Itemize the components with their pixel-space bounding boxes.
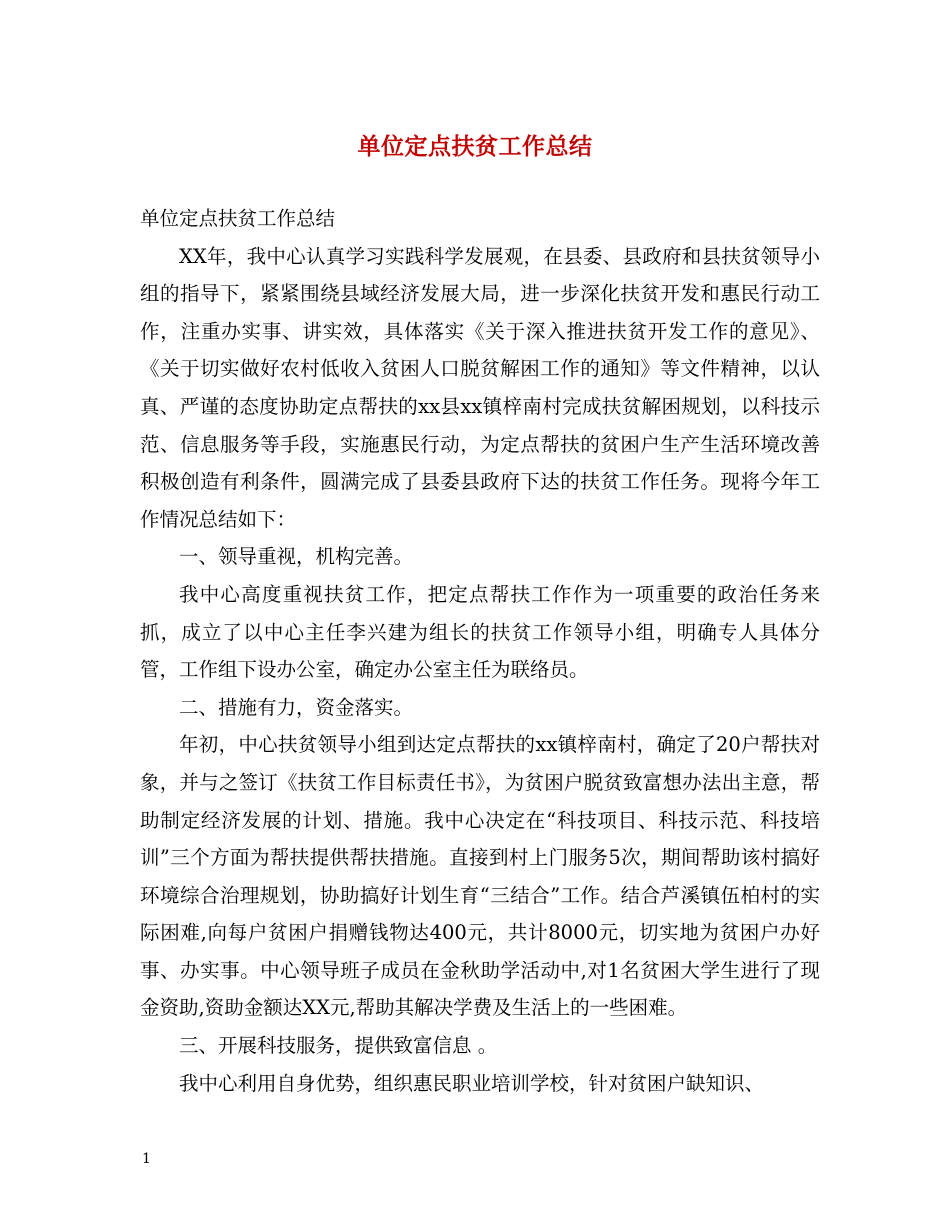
subtitle-paragraph: 单位定点扶贫工作总结 bbox=[140, 207, 336, 230]
section-paragraph-1: 我中心高度重视扶贫工作，把定点帮扶工作作为一项重要的政治任务来抓，成立了以中心主任李兴建为组长的扶贫工作领导小组，明确专人具体分管，工作组下设办公室，确定办公室主任为联络员。 bbox=[140, 582, 820, 682]
section-paragraph-2: 年初，中心扶贫领导小组到达定点帮扶的xx镇梓南村，确定了20户帮扶对象，并与之签订《扶贫工作目标责任书》，为贫困户脱贫致富想办法出主意，帮助制定经济发展的计划、措施。我中心决定在“科技项目、科技示范、科技培训”三个方面为帮扶提供帮扶措施。直接到村上门服务5次，期间帮助该村搞好环境综合治理规划，协助搞好计划生育“三结合”工作。结合芦溪镇伍柏村的实际困难,向每户贫困户捐赠钱物达400元，共计8000元，切实地为贫困户办好事、办实事。中心领导班子成员在金秋助学活动中,对1名贫困大学生进行了现金资助,资助金额达XX元,帮助其解决学费及生活上的一些困难。 bbox=[140, 733, 820, 1020]
section-paragraph-3: 我中心利用自身优势，组织惠民职业培训学校，针对贫困户缺知识、 bbox=[179, 1071, 765, 1095]
section-heading-3: 三、开展科技服务，提供致富信息 。 bbox=[179, 1034, 498, 1058]
intro-paragraph: XX年，我中心认真学习实践科学发展观，在县委、县政府和县扶贫领导小组的指导下，紧紧围绕县域经济发展大局，进一步深化扶贫开发和惠民行动工作，注重办实事、讲实效，具体落实《关于深入推进扶贫开发工作的意见》、《关于切实做好农村低收入贫困人口脱贫解困工作的通知》等文件精神，以认真、严谨的态度协助定点帮扶的xx县xx镇梓南村完成扶贫解困规划，以科技示范、信息服务等手段，实施惠民行动，为定点帮扶的贫困户生产生活环境改善积极创造有利条件，圆满完成了县委县政府下达的扶贫工作任务。现将今年工作情况总结如下： bbox=[140, 244, 820, 531]
document-title: 单位定点扶贫工作总结 bbox=[357, 133, 593, 160]
page-number: 1 bbox=[142, 1151, 151, 1167]
section-heading-2: 二、措施有力，资金落实。 bbox=[179, 695, 414, 719]
document-body bbox=[140, 200, 820, 1102]
section-heading-1: 一、领导重视，机构完善。 bbox=[179, 545, 414, 569]
